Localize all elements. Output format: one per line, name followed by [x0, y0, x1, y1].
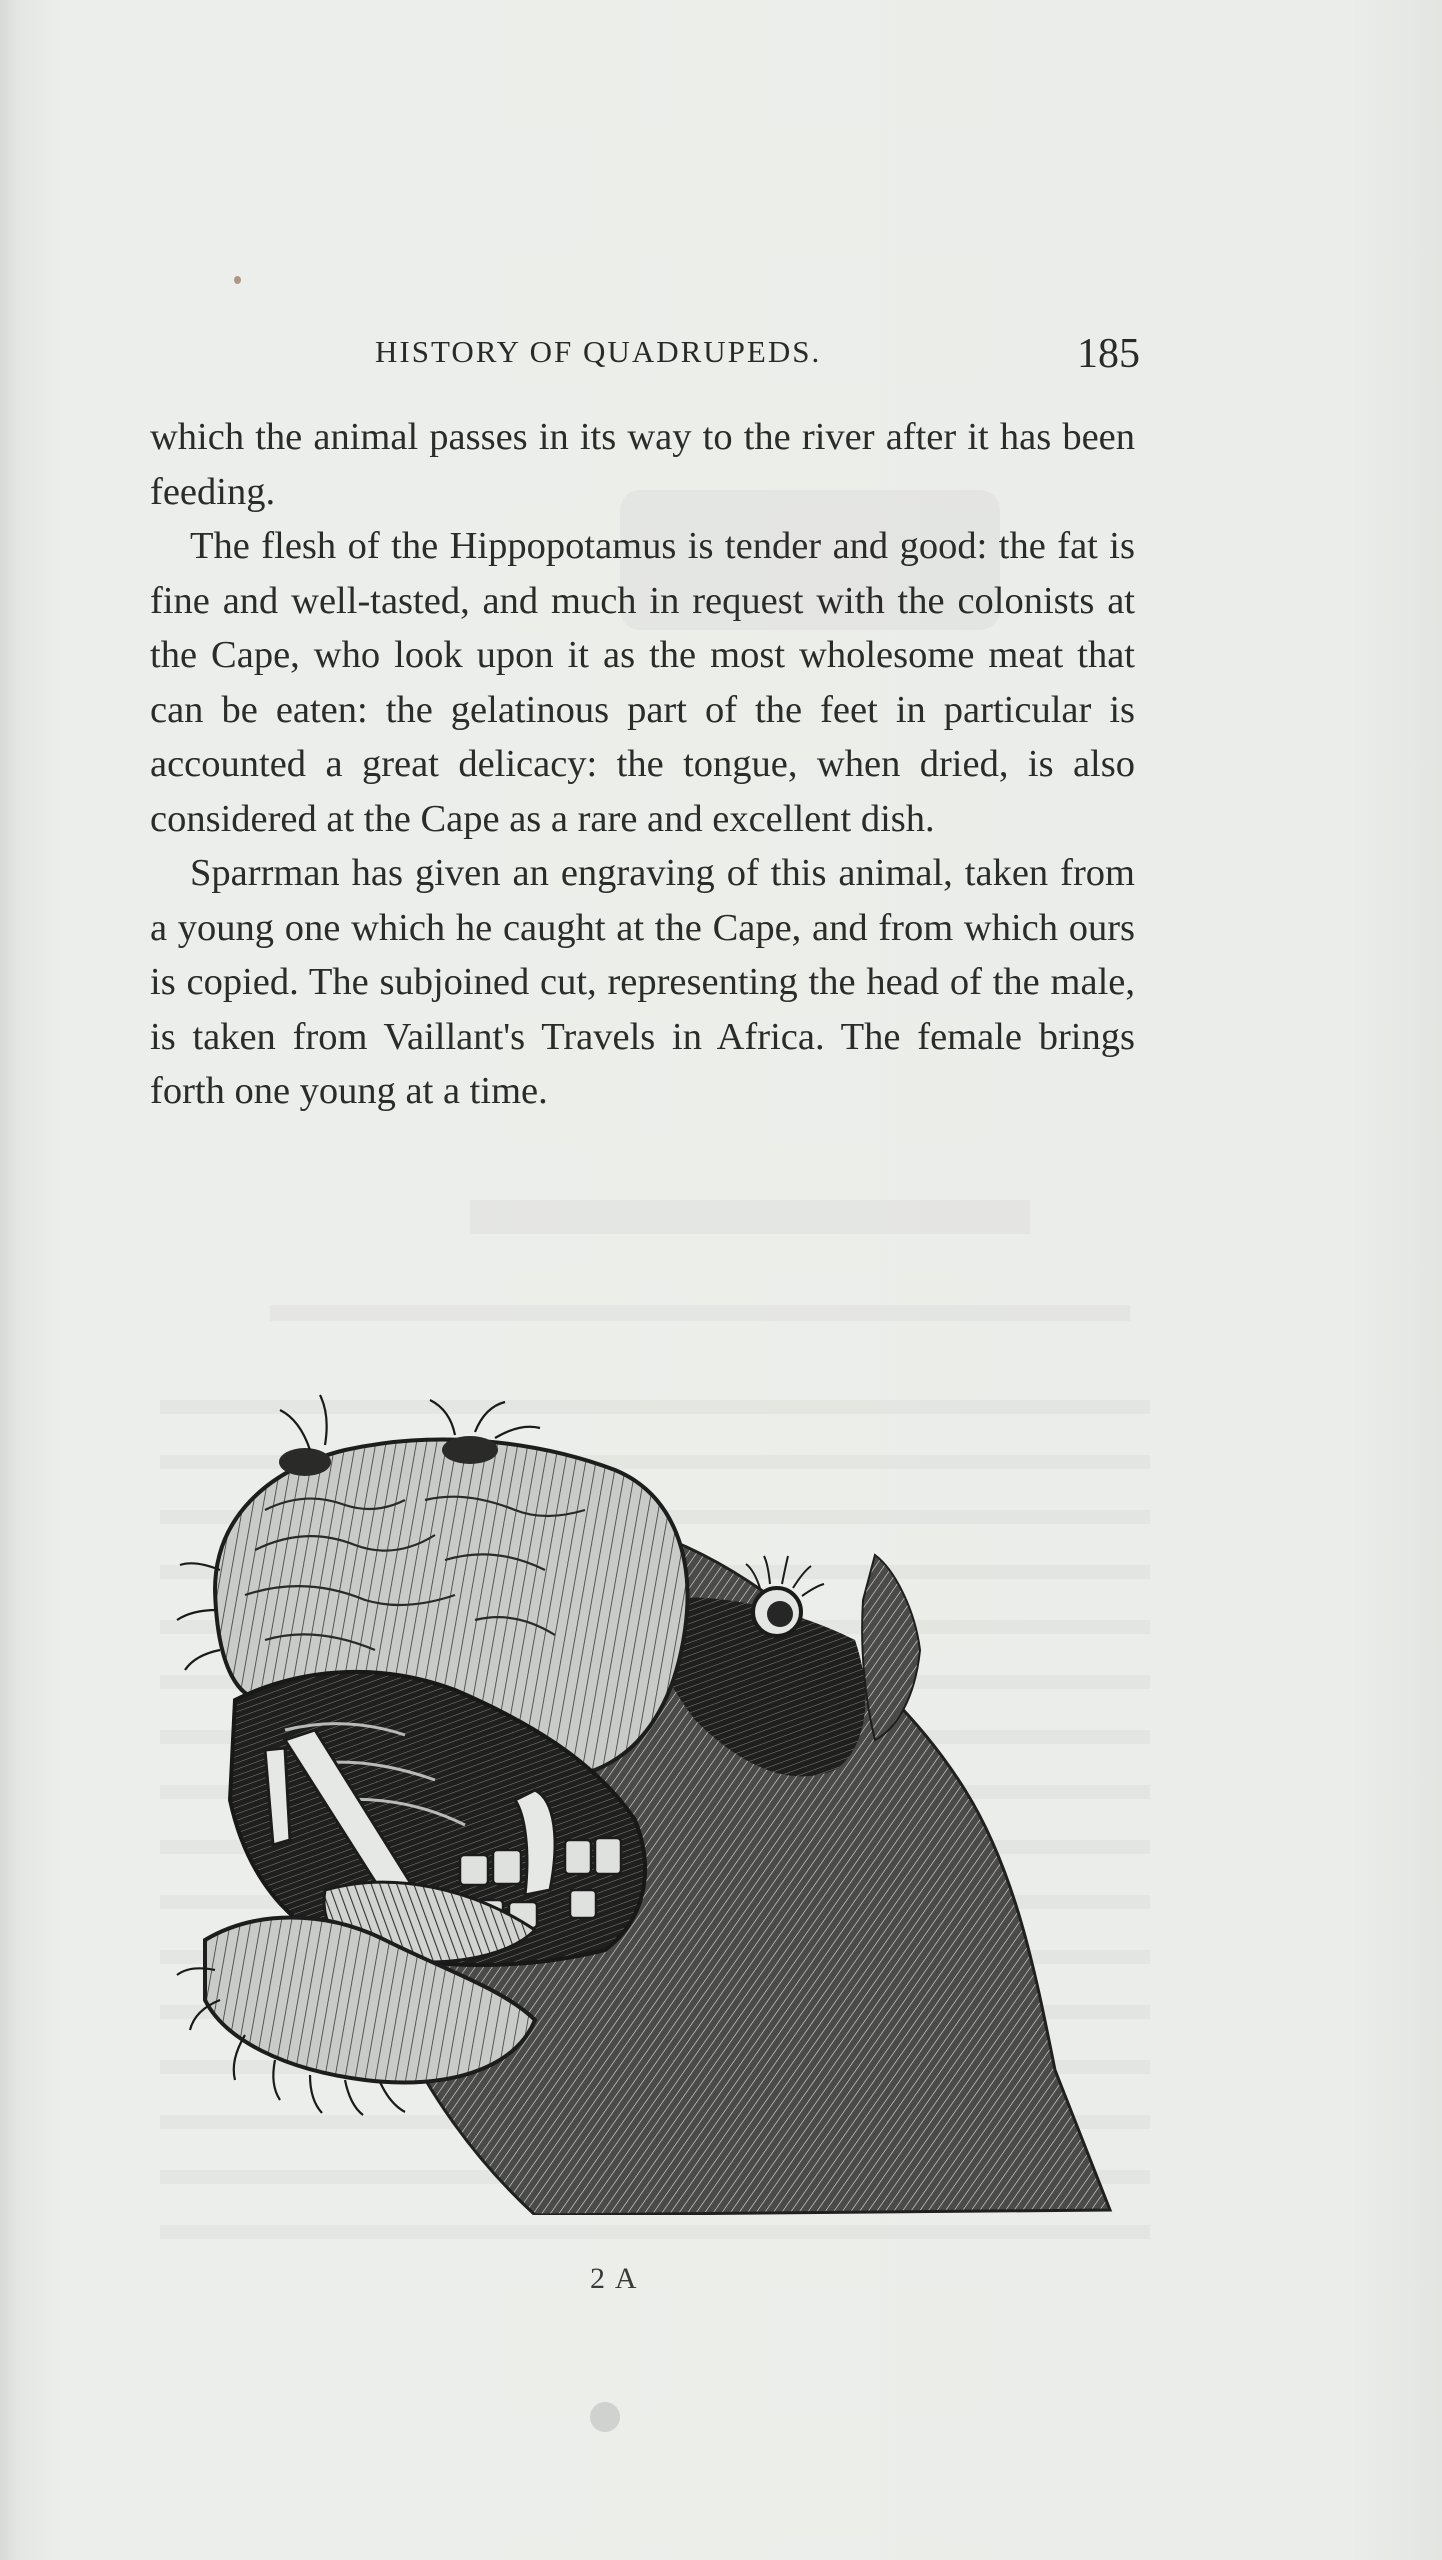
running-title: HISTORY OF QUADRUPEDS.	[375, 334, 822, 369]
body-text	[150, 410, 1135, 1119]
hippopotamus-head-engraving	[175, 1370, 1130, 2215]
paragraph: The flesh of the Hippopotamus is tender and good: the fat is fine and well-tasted, and much in request with the colonists at the Cape, who look upon it as the most wholesome meat that can be eaten: the gelatinous part of the feet in particular is accounted a great delicacy: the tongue, when dried, is also considered at the Cape as a rare and excellent dish.	[150, 525, 1135, 840]
eye-pupil	[767, 1601, 793, 1627]
nostril	[442, 1436, 498, 1464]
nostril	[279, 1448, 331, 1476]
paragraph: which the animal passes in its way to the river after it has been feeding.	[150, 416, 1135, 513]
ear-shape	[862, 1555, 920, 1740]
paragraph: Sparrman has given an engraving of this animal, taken from a young one which he caught at the Cape, and from which ours is copied. The subjoined cut, representing the head of the male, is taken from Vaillant's Travels in Africa. The female brings forth one young at a time.	[150, 852, 1135, 1112]
paper-blemish	[234, 276, 241, 284]
signature-mark: 2 A	[590, 2262, 639, 2295]
running-header	[150, 330, 1140, 390]
paper-blemish	[590, 2402, 620, 2432]
page-number: 185	[1077, 331, 1140, 377]
